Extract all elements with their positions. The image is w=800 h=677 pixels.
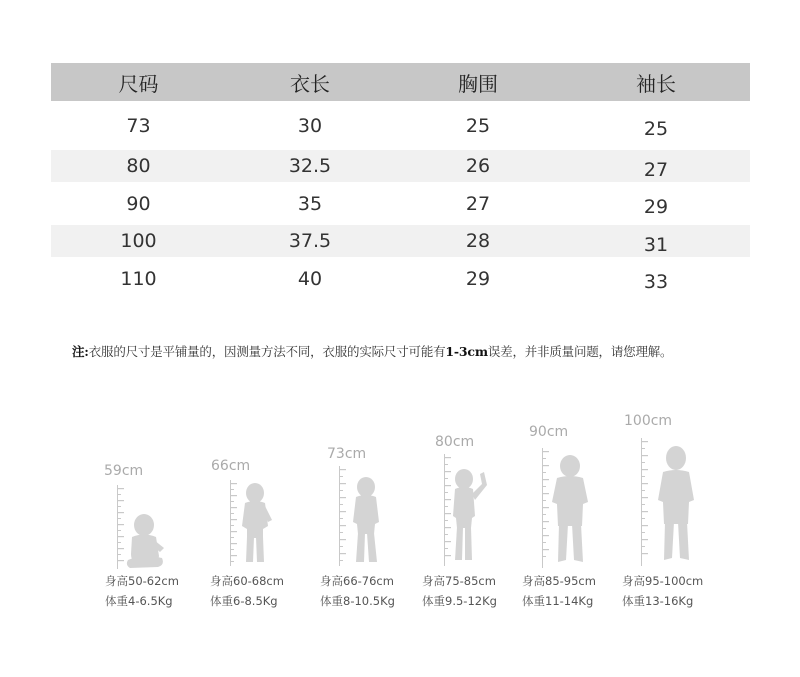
table-row [51,225,750,257]
cell-size: 80 [126,155,151,177]
cell-length: 30 [297,114,323,137]
cell-sleeve: 31 [643,233,669,256]
weight-range: 体重6-8.5Kg [210,594,278,608]
weight-range: 体重8-10.5Kg [320,594,395,608]
weight-range: 体重4-6.5Kg [105,594,173,608]
cell-length: 37.5 [288,230,332,252]
height-range: 身高66-76cm [320,574,394,588]
cell-size: 110 [120,267,157,290]
header-sleeve: 袖长 [636,71,676,96]
height-label: 80cm [435,434,475,450]
measurement-note [72,342,792,360]
cell-sleeve: 33 [643,271,669,293]
height-label: 73cm [327,446,367,462]
table-row [51,182,750,225]
header-size: 尺码 [118,71,159,96]
cell-sleeve: 27 [643,158,669,181]
height-label: 59cm [104,463,144,479]
cell-length: 35 [297,192,323,215]
table-row [51,101,750,150]
cell-sleeve: 29 [643,196,669,218]
height-range: 身高85-95cm [522,574,596,588]
note-emphasis: 1-3cm [445,344,488,359]
standing-child-icon [618,432,718,592]
cell-chest: 25 [465,114,491,137]
header-chest: 胸围 [458,71,498,96]
note-text: 衣服的尺寸是平铺量的，因测量方法不同，衣服的实际尺寸可能有 [88,344,446,359]
cell-size: 100 [120,230,157,252]
weight-range: 体重11-14Kg [522,594,594,608]
cell-chest: 29 [465,267,491,290]
cell-length: 40 [297,267,323,290]
cell-chest: 26 [465,155,491,177]
cell-size: 73 [126,114,151,137]
header-length: 衣长 [290,71,330,96]
height-range: 身高60-68cm [210,574,284,588]
height-label: 100cm [624,413,673,429]
waving-child-icon [420,452,510,590]
cell-length: 32.5 [288,155,332,177]
cell-chest: 28 [465,230,491,252]
weight-range: 体重9.5-12Kg [422,594,497,608]
table-row [51,150,750,182]
cell-sleeve: 25 [643,118,669,140]
cell-size: 90 [126,192,151,215]
table-header [51,63,750,101]
note-label: 注: [72,344,89,359]
height-range: 身高95-100cm [622,574,704,588]
standing-toddler-icon [316,464,406,588]
height-label: 66cm [211,458,251,474]
height-label: 90cm [529,424,569,440]
weight-range: 体重13-16Kg [622,594,694,608]
table-row [51,257,750,300]
cell-chest: 27 [465,192,491,215]
size-table [51,63,750,300]
note-text-tail: 误差，并非质量问题，请您理解。 [487,344,673,359]
height-range: 身高50-62cm [105,574,179,588]
height-range: 身高75-85cm [422,574,496,588]
